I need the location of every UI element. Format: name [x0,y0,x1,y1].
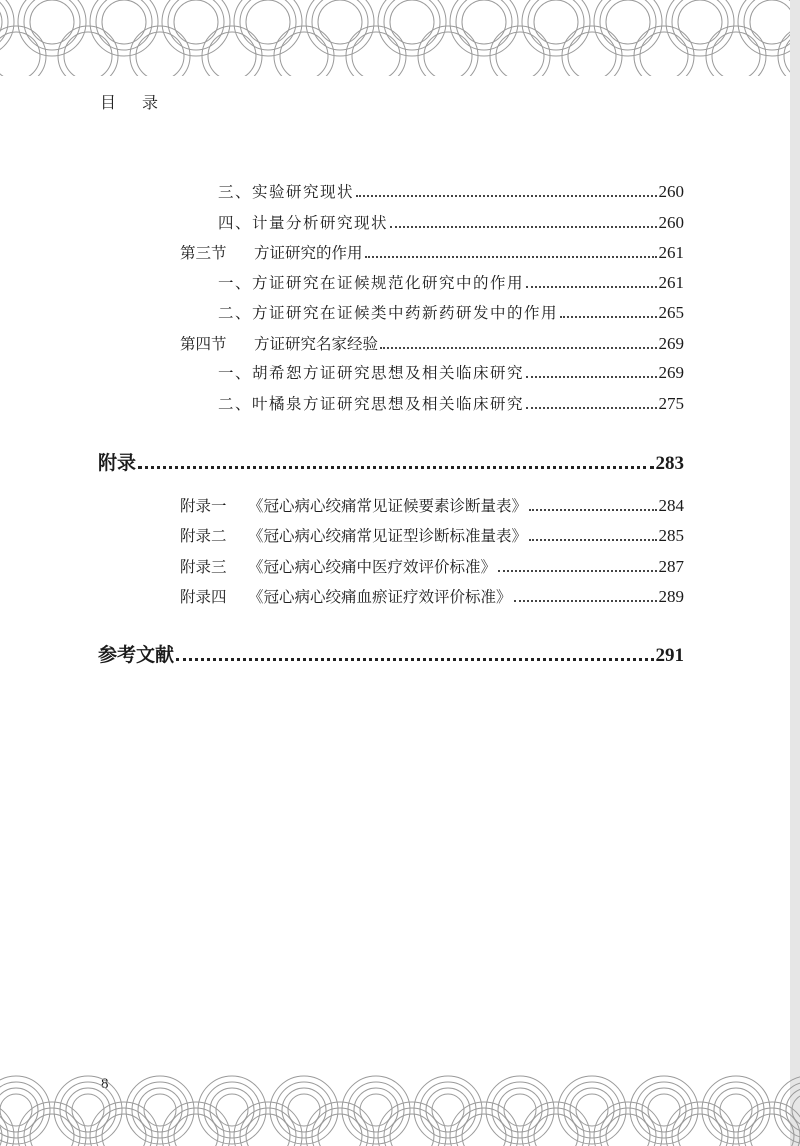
toc-entry-3-4-1[interactable]: 一、胡希恕方证研究思想及相关临床研究 269 [218,363,684,382]
ornament-arc [96,0,152,50]
ornament-arc [378,1102,446,1146]
ornament-arc [594,1102,662,1146]
toc-appendix-1[interactable]: 附录一 《冠心病心绞痛常见证候要素诊断量表》 284 [180,496,684,515]
ornament-arc [642,1088,686,1132]
ornament-arc [606,0,650,44]
appendix-title: 《冠心病心绞痛血瘀证疗效评价标准》 [248,588,512,606]
section-title: 方证研究的作用 [254,244,363,262]
toc-section-4[interactable]: 第四节 方证研究名家经验 269 [180,334,684,353]
toc-entry-3-4-2[interactable]: 二、叶橘泉方证研究思想及相关临床研究 275 [218,394,684,413]
ornament-arc [426,1088,470,1132]
appendix-title: 《冠心病心绞痛中医疗效评价标准》 [248,558,497,576]
bottom-ornament-border [0,1052,800,1146]
ornament-arc [450,0,518,56]
ornament-arc [288,1094,320,1126]
dot-leader [529,539,656,541]
section-title: 方证研究名家经验 [254,335,379,353]
ornament-arc [0,1094,32,1126]
page-number: 8 [101,1076,109,1092]
ornament-arc [420,1082,476,1138]
ornament-arc [708,1082,764,1138]
ornament-arc [672,0,728,50]
ornament-arc [18,0,86,56]
ornament-arc [640,32,688,76]
ornament-arc [204,1082,260,1138]
ornament-arc [630,1076,698,1144]
appendix-number: 附录三 [180,558,227,576]
ornament-arc [712,32,760,76]
ornament-arc [234,0,302,56]
ornament-arc [636,1082,692,1138]
ornament-arc [702,1076,770,1144]
ornament-arc [234,1102,302,1146]
ornament-arc [462,0,506,44]
ornament-arc [240,0,296,50]
toc-entry-3-1-3[interactable]: 三、实验研究现状 260 [218,182,684,201]
dot-leader [380,347,656,349]
ornament-arc [66,1088,110,1132]
ornament-arc [486,1076,554,1144]
dot-leader [365,256,657,258]
ornament-arc [498,1088,542,1132]
ornament-arc [360,1094,392,1126]
ornament-arc [774,1076,800,1144]
ornament-arc [306,0,374,56]
ornament-arc [678,0,722,44]
ornament-arc [138,1088,182,1132]
ornament-arc [136,32,184,76]
ornament-arc [352,32,400,76]
dot-leader [526,376,656,378]
section-number: 第四节 [180,335,227,353]
ornament-arc [378,0,446,56]
ornament-arc [162,0,230,56]
ornament-arc [318,0,362,44]
ornament-arc [30,0,74,44]
appendix-number: 附录一 [180,497,227,515]
dot-leader [560,316,656,318]
dot-leader [529,509,656,511]
ornament-arc [126,1076,194,1144]
ornament-arc [208,32,256,76]
appendix-title: 《冠心病心绞痛常见证候要素诊断量表》 [248,497,528,515]
ornament-arc [528,0,584,50]
ornament-arc [666,0,734,56]
ornament-arc [594,0,662,56]
ornament-arc [576,1094,608,1126]
toc-appendix[interactable]: 附录 283 [98,452,684,474]
dot-leader [514,600,657,602]
dot-leader [498,570,656,572]
ornament-arc [144,1094,176,1126]
appendix-title: 《冠心病心绞痛常见证型诊断标准量表》 [248,527,528,545]
ornament-arc [64,32,112,76]
toc-entry-3-3-1[interactable]: 一、方证研究在证候规范化研究中的作用 261 [218,273,684,292]
ornament-arc [750,0,794,44]
ornament-arc [276,1082,332,1138]
toc-appendix-3[interactable]: 附录三 《冠心病心绞痛中医疗效评价标准》 287 [180,557,684,576]
ornament-arc [504,1094,536,1126]
appendix-number: 附录四 [180,588,227,606]
ornament-arc [18,1102,86,1146]
ornament-arc [496,32,544,76]
toc-entry-3-1-4[interactable]: 四、计量分析研究现状 260 [218,213,684,232]
toc-appendix-4[interactable]: 附录四 《冠心病心绞痛血瘀证疗效评价标准》 289 [180,587,684,606]
ornament-arc [174,0,218,44]
ornament-arc [648,1094,680,1126]
toc-section-3[interactable]: 第三节 方证研究的作用 261 [180,243,684,262]
ornament-arc [216,1094,248,1126]
ornament-arc [102,0,146,44]
ornament-arc [522,0,590,56]
ornament-arc [568,32,616,76]
ornament-arc [72,1094,104,1126]
ornament-arc [390,0,434,44]
ornament-arc [282,1088,326,1132]
appendix-number: 附录二 [180,527,227,545]
ornament-arc [354,1088,398,1132]
ornament-arc [600,0,656,50]
ornament-arc [90,0,158,56]
ornament-arc [0,32,40,76]
ornament-arc [132,1082,188,1138]
ornament-arc [456,0,512,50]
ornament-arc [666,1102,734,1146]
ornament-arc [246,0,290,44]
dot-leader [390,226,656,228]
ornament-arc [342,1076,410,1144]
ornament-arc [90,1102,158,1146]
toc-appendix-2[interactable]: 附录二 《冠心病心绞痛常见证型诊断标准量表》 285 [180,526,684,545]
dot-leader [356,195,656,197]
ornament-arc [432,1094,464,1126]
top-ornament-border [0,0,800,76]
dot-leader [526,407,656,409]
dot-leader [176,658,653,661]
ornament-arc [198,1076,266,1144]
ornament-arc [162,1102,230,1146]
ornament-arc [570,1088,614,1132]
ornament-arc [60,1082,116,1138]
page-edge-shadow [790,0,800,1146]
ornament-arc [384,0,440,50]
ornament-arc [348,1082,404,1138]
ornament-arc [210,1088,254,1132]
toc-entry-3-3-2[interactable]: 二、方证研究在证候类中药新药研发中的作用 265 [218,303,684,322]
ornament-arc [312,0,368,50]
dot-leader [138,466,653,469]
ornament-arc [414,1076,482,1144]
ornament-arc [564,1082,620,1138]
ornament-arc [714,1088,758,1132]
ornament-arc [492,1082,548,1138]
dot-leader [526,286,656,288]
ornament-arc [534,0,578,44]
ornament-arc [450,1102,518,1146]
page-header: 目录 [100,93,185,112]
ornament-arc [424,32,472,76]
ornament-arc [54,1076,122,1144]
toc-references[interactable]: 参考文献 291 [98,644,684,666]
ornament-arc [280,32,328,76]
ornament-arc [306,1102,374,1146]
ornament-arc [558,1076,626,1144]
ornament-arc [270,1076,338,1144]
ornament-arc [720,1094,752,1126]
ornament-arc [522,1102,590,1146]
ornament-arc [168,0,224,50]
ornament-arc [24,0,80,50]
section-number: 第三节 [180,244,227,262]
